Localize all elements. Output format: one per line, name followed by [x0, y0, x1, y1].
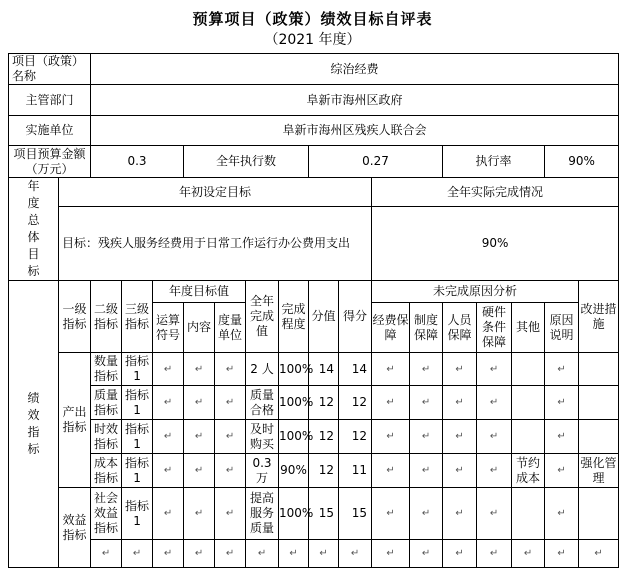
hdr-level3: 三级指标 [122, 281, 153, 353]
row-system: ↵ [410, 420, 443, 454]
row-reason-note: ↵ [545, 454, 579, 488]
row-other [512, 386, 545, 420]
project-name-value: 综治经费 [91, 54, 619, 85]
row-improve [579, 386, 619, 420]
initial-goal-header: 年初设定目标 [59, 178, 372, 207]
page-title: 预算项目（政策）绩效目标自评表 [192, 10, 433, 28]
row-got-score: 14 [339, 353, 372, 386]
row-content: ↵ [184, 386, 215, 420]
empty-cell: ↵ [579, 540, 619, 568]
row-calc-symbol: ↵ [153, 488, 184, 540]
dept-label: 主管部门 [9, 85, 91, 116]
row-hardware: ↵ [477, 386, 512, 420]
row-personnel: ↵ [443, 488, 477, 540]
hdr-annual-target: 年度目标值 [153, 281, 246, 303]
hdr-unit: 度量单位 [215, 303, 246, 353]
hdr-calc-symbol: 运算符号 [153, 303, 184, 353]
row-personnel: ↵ [443, 353, 477, 386]
empty-cell: ↵ [309, 540, 339, 568]
row-level2: 成本指标 [91, 454, 122, 488]
empty-cell: ↵ [372, 540, 410, 568]
row-got-score: 11 [339, 454, 372, 488]
row-reason-note: ↵ [545, 353, 579, 386]
row-hardware: ↵ [477, 353, 512, 386]
row-level2: 数量指标 [91, 353, 122, 386]
row-funds: ↵ [372, 420, 410, 454]
dept-value: 阜新市海州区政府 [91, 85, 619, 116]
row-improve [579, 488, 619, 540]
row-personnel: ↵ [443, 454, 477, 488]
row-value: 2 人 [246, 353, 279, 386]
exec-rate-value: 90% [545, 146, 619, 178]
exec-rate-label: 执行率 [443, 146, 545, 178]
row-level3: 指标1 [122, 353, 153, 386]
row-completion: 100% [279, 488, 309, 540]
row-hardware: ↵ [477, 488, 512, 540]
row-funds: ↵ [372, 454, 410, 488]
empty-cell: ↵ [184, 540, 215, 568]
row-improve: 强化管理 [579, 454, 619, 488]
hdr-level1: 一级指标 [59, 281, 91, 353]
annual-exec-label: 全年执行数 [184, 146, 309, 178]
row-system: ↵ [410, 353, 443, 386]
row-calc-symbol: ↵ [153, 353, 184, 386]
budget-label: 项目预算金额（万元） [9, 146, 91, 178]
empty-cell: ↵ [477, 540, 512, 568]
row-calc-symbol: ↵ [153, 420, 184, 454]
hdr-full-year-value: 全年完成值 [246, 281, 279, 353]
row-unit: ↵ [215, 420, 246, 454]
evaluation-table [8, 53, 619, 568]
initial-goal-text: 目标：残疾人服务经费用于日常工作运行办公费用支出 [59, 207, 372, 281]
row-funds: ↵ [372, 488, 410, 540]
empty-cell: ↵ [410, 540, 443, 568]
row-hardware: ↵ [477, 420, 512, 454]
impl-value: 阜新市海州区残疾人联合会 [91, 116, 619, 146]
row-score: 12 [309, 386, 339, 420]
row-score: 14 [309, 353, 339, 386]
empty-cell: ↵ [279, 540, 309, 568]
hdr-improve: 改进措施 [579, 281, 619, 353]
row-content: ↵ [184, 454, 215, 488]
row-calc-symbol: ↵ [153, 386, 184, 420]
row-calc-symbol: ↵ [153, 454, 184, 488]
row-unit: ↵ [215, 386, 246, 420]
row-content: ↵ [184, 353, 215, 386]
row-system: ↵ [410, 454, 443, 488]
empty-cell: ↵ [512, 540, 545, 568]
row-got-score: 12 [339, 420, 372, 454]
row-reason-note: ↵ [545, 420, 579, 454]
row-other [512, 353, 545, 386]
page-subtitle: （2021 年度） [264, 32, 361, 48]
row-completion: 100% [279, 353, 309, 386]
hdr-other: 其他 [512, 303, 545, 353]
row-level3: 指标1 [122, 454, 153, 488]
actual-goal-header: 全年实际完成情况 [372, 178, 619, 207]
row-other [512, 488, 545, 540]
benefit-indicator-label: 效益指标 [59, 488, 91, 568]
row-completion: 90% [279, 454, 309, 488]
row-content: ↵ [184, 420, 215, 454]
annual-exec-value: 0.27 [309, 146, 443, 178]
row-system: ↵ [410, 386, 443, 420]
empty-cell: ↵ [122, 540, 153, 568]
row-personnel: ↵ [443, 386, 477, 420]
empty-cell: ↵ [339, 540, 372, 568]
empty-cell: ↵ [545, 540, 579, 568]
row-completion: 100% [279, 386, 309, 420]
hdr-reason-note: 原因说明 [545, 303, 579, 353]
row-hardware: ↵ [477, 454, 512, 488]
empty-cell: ↵ [215, 540, 246, 568]
impl-label: 实施单位 [9, 116, 91, 146]
row-score: 12 [309, 454, 339, 488]
empty-cell: ↵ [246, 540, 279, 568]
row-reason-note: ↵ [545, 488, 579, 540]
row-level3: 指标1 [122, 386, 153, 420]
row-system: ↵ [410, 488, 443, 540]
hdr-completion: 完成程度 [279, 281, 309, 353]
row-got-score: 15 [339, 488, 372, 540]
row-value: 质量合格 [246, 386, 279, 420]
row-other: 节约成本 [512, 454, 545, 488]
hdr-funds: 经费保障 [372, 303, 410, 353]
hdr-personnel: 人员保障 [443, 303, 477, 353]
row-improve [579, 420, 619, 454]
project-name-label: 项目（政策）名称 [9, 54, 91, 85]
row-unit: ↵ [215, 353, 246, 386]
annual-goal-label: 年度总体目标 [9, 178, 59, 281]
row-level2: 时效指标 [91, 420, 122, 454]
hdr-score: 分值 [309, 281, 339, 353]
empty-cell: ↵ [153, 540, 184, 568]
row-funds: ↵ [372, 386, 410, 420]
row-reason-note: ↵ [545, 386, 579, 420]
hdr-content: 内容 [184, 303, 215, 353]
row-personnel: ↵ [443, 420, 477, 454]
row-value: 0.3 万 [246, 454, 279, 488]
output-indicator-label: 产出指标 [59, 353, 91, 488]
row-level3: 指标1 [122, 488, 153, 540]
row-unit: ↵ [215, 488, 246, 540]
hdr-get-score: 得分 [339, 281, 372, 353]
empty-cell: ↵ [443, 540, 477, 568]
row-level3: 指标1 [122, 420, 153, 454]
hdr-system: 制度保障 [410, 303, 443, 353]
row-completion: 100% [279, 420, 309, 454]
row-score: 12 [309, 420, 339, 454]
row-unit: ↵ [215, 454, 246, 488]
hdr-level2: 二级指标 [91, 281, 122, 353]
hdr-hardware: 硬件条件保障 [477, 303, 512, 353]
row-funds: ↵ [372, 353, 410, 386]
hdr-reason-analysis: 未完成原因分析 [372, 281, 579, 303]
empty-cell: ↵ [91, 540, 122, 568]
row-value: 提高服务质量 [246, 488, 279, 540]
row-improve [579, 353, 619, 386]
row-other [512, 420, 545, 454]
budget-value: 0.3 [91, 146, 184, 178]
row-content: ↵ [184, 488, 215, 540]
row-level2: 质量指标 [91, 386, 122, 420]
perf-indicator-label: 绩效指标 [9, 281, 59, 568]
row-level2: 社会效益指标 [91, 488, 122, 540]
row-got-score: 12 [339, 386, 372, 420]
actual-goal-text: 90% [372, 207, 619, 281]
row-value: 及时购买 [246, 420, 279, 454]
row-score: 15 [309, 488, 339, 540]
